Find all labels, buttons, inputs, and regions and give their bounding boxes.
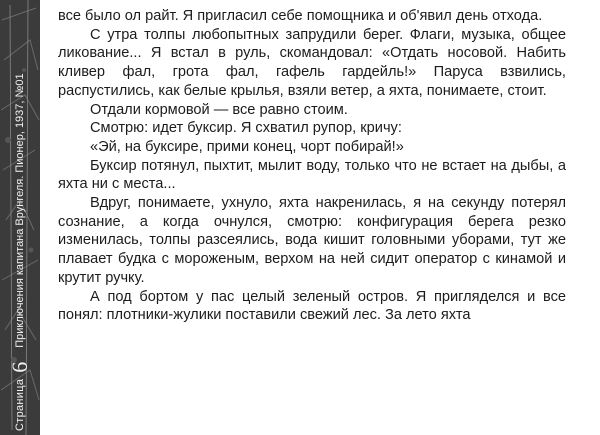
paragraph: Отдали кормовой — все равно стоим. <box>90 101 348 118</box>
side-caption <box>4 3 36 431</box>
paragraph: Вдруг, понимаете, ухнуло, яхта накренилась, я на секунду потерял сознание, а когда очнулся, смотрю: конфигурация берега резко изменилась, толпы разсеялись, вода кишит головными уборами, тут же плавает будка с мороженым, верхом на ней сидит оператор с кинамой и крутит ручку. <box>58 195 566 286</box>
paragraph: С утра толпы любопытных запрудили берег. Флаги, музыка, общее ликование... Я встал в руль, скомандовал: «Отдать носовой. Набить кливер фал, грота фал, гафель гардейль!» Паруса взвились, распустились, как белые крылья, взяли ветер, а яхта, понимаете, стоит. <box>58 26 566 99</box>
side-strip <box>0 0 40 435</box>
paragraph: Буксир потянул, пыхтит, мылит воду, только что не встает на дыбы, а яхта ни с места... <box>58 157 566 193</box>
paragraph: А под бортом у пас целый зеленый остров. Я пригляделся и все понял: плотники-жулики поставили свежий лес. За лето яхта <box>58 288 566 324</box>
paragraph: все было ол райт. Я пригласил себе помощника и об'явил день отхода. <box>58 8 543 24</box>
book-info: Приключения капитана Врунгеля. Пионер, 1937, №01 <box>14 73 26 348</box>
paragraph: «Эй, на буксире, прими конец, чорт побирай!» <box>90 138 404 155</box>
page-number: 6 <box>7 361 32 373</box>
paragraph: Смотрю: идет буксир. Я схватил рупор, кричу: <box>90 120 402 137</box>
page-label: Страница <box>14 378 26 431</box>
text-body <box>58 7 566 325</box>
